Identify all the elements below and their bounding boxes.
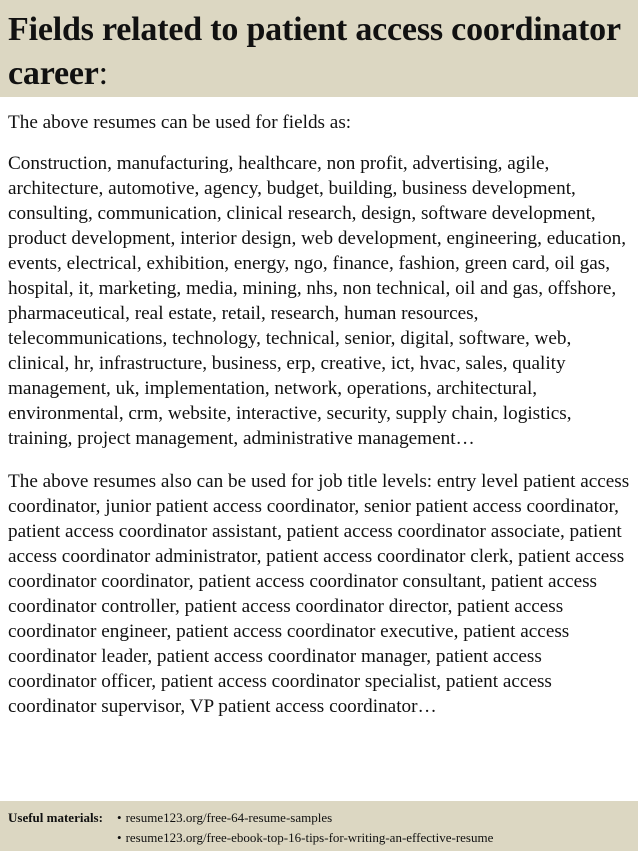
bullet-icon: • <box>117 810 122 825</box>
resource-link-samples-text[interactable]: resume123.org/free-64-resume-samples <box>125 810 333 825</box>
body-content <box>8 110 634 719</box>
title-band <box>0 0 638 97</box>
fields-list: Construction, manufacturing, healthcare, non profit, advertising, agile, architecture, automotive, agency, budget, building, business development, consulting, communication, clinical research, design, software development, product development, interior design, web development, engineering, education, events, electrical, exhibition, energy, ngo, finance, fashion, green card, oil gas, hospital, it, marketing, media, mining, nhs, non technical, oil and gas, offshore, pharmaceutical, real estate, retail, research, human resources, telecommunications, technology, technical, senior, digital, software, web, clinical, hr, infrastructure, business, erp, creative, ict, hvac, sales, quality management, uk, implementation, network, operations, architectural, environmental, crm, website, interactive, security, supply chain, logistics, training, project management, administrative management… <box>8 153 627 449</box>
page-title <box>8 8 633 96</box>
page-title-text: Fields related to patient access coordinator career <box>8 11 621 92</box>
footer-band <box>0 801 638 851</box>
resource-link-ebook-text[interactable]: resume123.org/free-ebook-top-16-tips-for-writing-an-effective-resume <box>125 830 494 845</box>
page-title-colon: : <box>98 55 108 92</box>
resource-link-ebook[interactable] <box>117 830 493 846</box>
bullet-icon: • <box>117 830 122 845</box>
intro-text: The above resumes can be used for fields as: <box>8 112 352 133</box>
job-levels-text: The above resumes also can be used for job title levels: entry level patient access coordinator, junior patient access coordinator, senior patient access coordinator, patient access coordinator assistant, patient access coordinator associate, patient access coordinator administrator, patient access coordinator clerk, patient access coordinator coordinator, patient access coordinator consultant, patient access coordinator controller, patient access coordinator director, patient access coordinator engineer, patient access coordinator executive, patient access coordinator leader, patient access coordinator manager, patient access coordinator officer, patient access coordinator specialist, patient access coordinator supervisor, VP patient access coordinator… <box>8 471 630 717</box>
resource-link-samples[interactable] <box>117 810 332 826</box>
useful-materials-label: Useful materials: <box>8 810 103 825</box>
